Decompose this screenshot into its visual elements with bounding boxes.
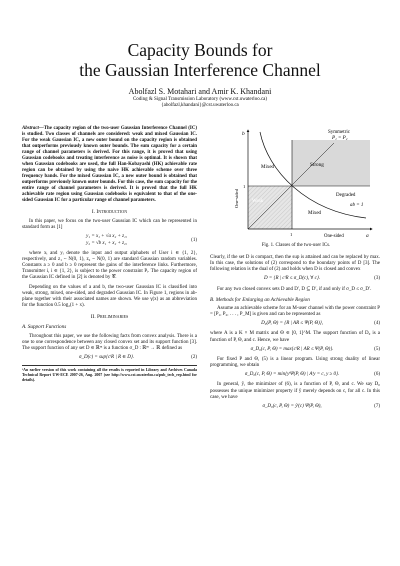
abstract xyxy=(22,126,197,204)
label-one-sided-vertical: One-sided xyxy=(234,189,239,208)
label-symmetric: Symmetric xyxy=(328,130,350,135)
equation-7-body: σ_D₀(c, P, Θ) = ŷᵗ(c) Ψ(P, Θ), xyxy=(262,403,322,409)
title-line-2: the Gaussian Interference Channel xyxy=(79,60,321,80)
equation-4 xyxy=(210,321,380,327)
tick-b-one: 1 xyxy=(243,184,246,189)
section-heading-preliminaries: II. Preliminaries xyxy=(90,314,129,321)
figure-1 xyxy=(216,126,376,242)
strong-region xyxy=(292,140,370,186)
equation-3 xyxy=(210,276,380,282)
equation-1 xyxy=(22,234,197,246)
intro-paragraph-3: Depending on the values of a and b, the two-user Gaussian IC is classified into weak, strong, mixed, one-sided, and degraded Gaussian IC. In Figure 1, regions in ab-plane together with their associated names are shown. We use γ(x) as an abbreviation for the function 0.5 log₂(1 + x). xyxy=(22,284,197,309)
paper-title xyxy=(0,40,400,80)
footnote: ¹An earlier version of this work containing all the results is reported in Library and Archives Canada Technical Report UW-ECE 2007-26, Aug. 2007 (see http://www.cst.uwaterloo.ca/pub_tech_rep.html for details). xyxy=(22,365,197,383)
figure-1-diagram xyxy=(216,126,376,242)
affiliation-lab: Coding & Signal Transmission Laboratory (www.cst.uwaterloo.ca) xyxy=(132,97,268,102)
label-strong: Strong xyxy=(310,162,324,168)
axis-a-label: a xyxy=(366,233,369,239)
abstract-text: —The capacity region of the two-user Gaussian Interference Channel (IC) is studied. Two classes of channels are considered: weak and mixed Gaussian IC. For the weak Gaussian IC, a new outer bound on the capacity region is obtained that outperforms previously known outer bounds. The sum capacity for a certain range of channel parameters is derived. For this range, it is proved that using Gaussian codebooks and treating interference as noise is optimal. It is shown that when Gaussian codebooks are used, the full Han-Kobayashi (HK) achievable rate region can be obtained by using the naive HK achievable scheme over three frequency bands. For the mixed Gaussian IC, a new outer bound is obtained that outperforms previously known outer bounds. For this case, the sum capacity for the entire range of channel parameters is derived. It is proved that the full HK achievable rate region using Gaussian codebooks is equivalent to that of the one-sided Gaussian IC for a particular range of channel parameters. xyxy=(22,126,197,203)
label-degraded: Degraded xyxy=(336,193,356,198)
label-p1-p2: P₁ = P₂ xyxy=(332,136,348,141)
support-paragraph: Throughout this paper, we use the following facts from convex analysis. There is a one to one correspondence between any closed convex set and its support function [3]. The support function of any set D ∈ ℝᵐ is a function σ_D : ℝᵐ → ℝ defined as xyxy=(22,333,197,351)
equation-5-number: (5) xyxy=(374,346,380,352)
left-column xyxy=(22,126,197,383)
equation-5-body: σ_D₀(c, P, Θ) = max{cᵗR | AR ≤ Ψ(P, Θ)}. xyxy=(250,346,334,352)
equation-1-line-2: y₂ = √b x₁ + x₂ + z₂, xyxy=(86,240,128,246)
right-paragraph-1: Clearly, if the set D is compact, then the sup is attained and can be replaced by max. In this case, the solutions of (2) correspond to the boundary points of D [3]. The following relation is the dual of (2) and holds when D is closed and convex xyxy=(210,255,380,273)
equation-7-number: (7) xyxy=(374,403,380,409)
figure-1-caption: Fig. 1. Classes of the two-user ICs. xyxy=(261,243,331,248)
intro-paragraph-1: In this paper, we focus on the two-user Gaussian IC which can be represented in standard form as [1] xyxy=(22,219,197,231)
subsection-heading-support: A. Support Functions xyxy=(22,324,67,331)
label-ab-1: ab = 1 xyxy=(350,203,364,208)
label-one-sided-horizontal: One-sided xyxy=(324,234,344,239)
title-line-1: Capacity Bounds for xyxy=(127,40,273,60)
right-paragraph-4: where A is a K × M matrix and Θ ∈ [0, 1]^M. The support function of D₀ is a function of P, Θ, and c. Hence, we have xyxy=(210,331,380,343)
right-paragraph-5: For fixed P and Θ, (5) is a linear program. Using strong duality of linear programming, we obtain xyxy=(210,356,380,369)
tick-a-one: 1 xyxy=(290,232,293,237)
abstract-lead: Abstract xyxy=(22,126,39,131)
label-mixed-upper: Mixed xyxy=(261,165,275,170)
authors: Abolfazl S. Motahari and Amir K. Khandani xyxy=(128,87,272,96)
equation-6-number: (6) xyxy=(374,372,380,378)
equation-2-body: σ_D(c) = sup{cᵗR | R ∈ D}. xyxy=(79,354,135,360)
equation-7 xyxy=(210,404,380,410)
equation-6-body: σ_D₀(c, P, Θ) = min{yᵗΨ(P, Θ) | Aᵗy = c, y ≥ 0}. xyxy=(244,372,340,378)
right-paragraph-6: In general, ŷ, the minimizer of (6), is a function of P, Θ, and c. We say D₀ possesses the unique minimizer property if ŷ merely depends on c, for all c. In this case, we have xyxy=(210,382,380,400)
label-weak: Weak xyxy=(252,199,264,204)
equation-1-line-1: y₁ = x₁ + √a x₂ + z₁, xyxy=(86,234,128,240)
equation-4-number: (4) xyxy=(374,321,380,327)
axis-b-label: b xyxy=(242,131,245,137)
right-paragraph-2: For any two closed convex sets D and D′, D ⊆ D′, if and only if σ_D ≤ σ_D′. xyxy=(217,286,372,292)
equation-2-number: (2) xyxy=(191,354,197,360)
equation-3-body: D = {R | cᵗR ≤ σ_D(c), ∀ c}. xyxy=(264,276,321,282)
intro-paragraph-2: where xᵢ and yᵢ denote the input and output alphabets of User i ∈ {1, 2}, respectively, and z₁ ~ N(0, 1), z₂ ~ N(0, 1) are standard Gaussian random variables. Constants a ≥ 0 and b ≥ 0 represent the gains of the interference links. Furthermore, Transmitter i, i ∈ {1, 2}, is subject to the power constraint Pᵢ. The capacity region of the Gaussian IC defined in [2] is denoted by 𝒞. xyxy=(22,250,197,281)
equation-5 xyxy=(210,347,380,353)
equation-6 xyxy=(210,372,380,378)
equation-4-body: D₀(P, Θ) = {R | AR ≤ Ψ(P, Θ)}, xyxy=(261,321,324,327)
affiliation-email: {abolfazl,khandani}@cst.uwaterloo.ca xyxy=(161,103,239,109)
equation-3-number: (3) xyxy=(374,276,380,282)
right-paragraph-3: Assume an achievable scheme for an M-user channel with the power constraint P = [P₁, P₂, . . . , P_M] is given and can be represented as xyxy=(210,305,380,318)
subsection-heading-enlarging: B. Methods for Enlarging an Achievable Region xyxy=(210,296,310,303)
affiliation xyxy=(0,97,400,109)
equation-2 xyxy=(22,355,197,361)
right-column xyxy=(210,255,380,414)
label-mixed-lower: Mixed xyxy=(308,211,322,216)
equation-1-number: (1) xyxy=(191,237,197,243)
section-heading-introduction: I. Introduction xyxy=(91,209,128,215)
